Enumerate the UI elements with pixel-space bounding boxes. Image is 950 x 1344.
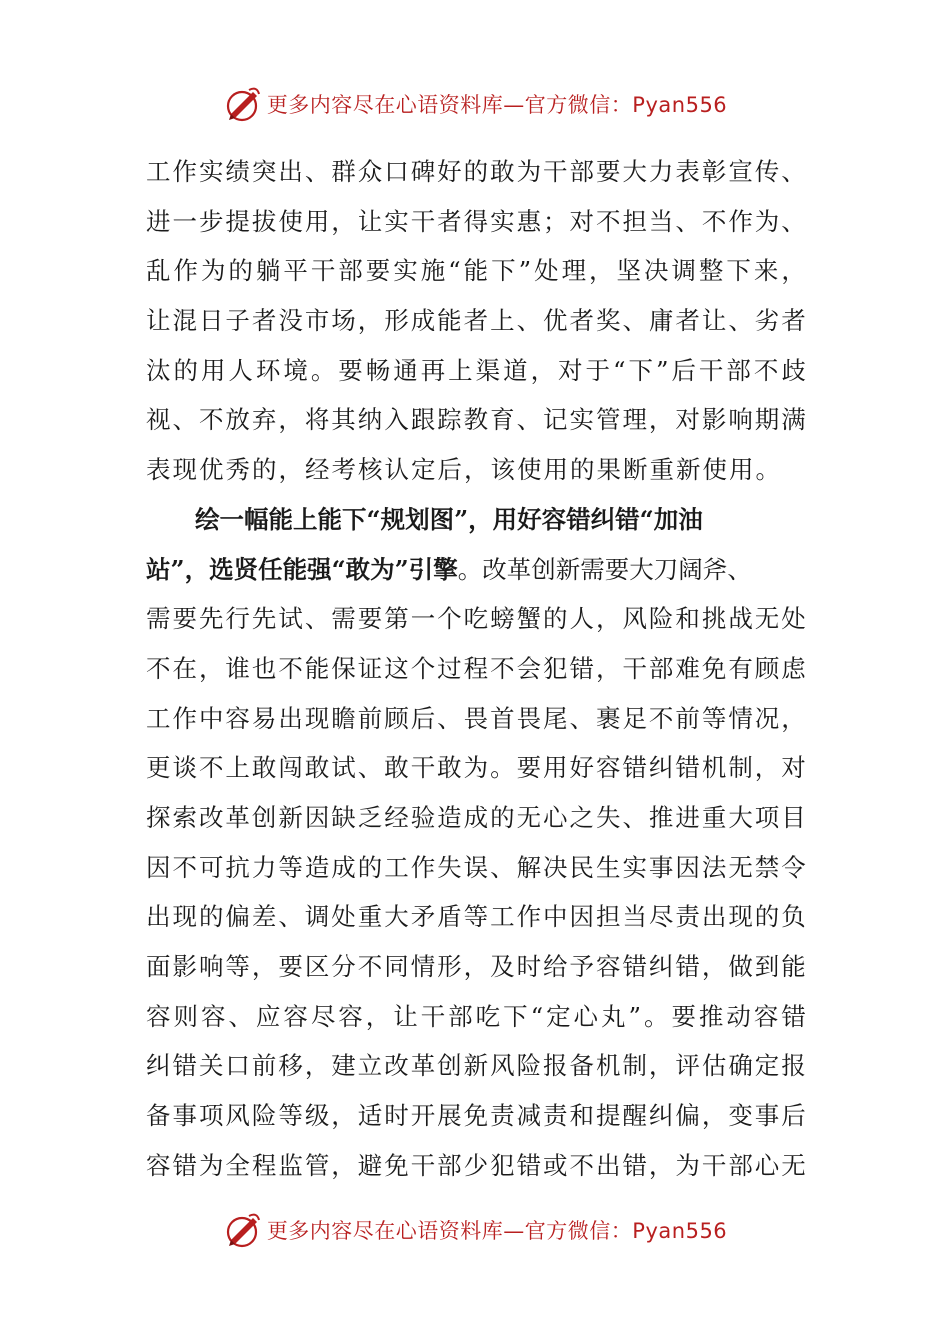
text-line: 容 错 为 全 程 监 管 ， 避 免 干 部 少 犯 错 或 不 出 错 ， 为 干 部 心 无: [146, 1150, 806, 1180]
text-line: 工 作 中 容 易 出 现 瞻 前 顾 后 、 畏 首 畏 尾 、 裹 足 不 前 等 情 况 ，: [146, 703, 806, 733]
text-line: 让 混 日 子 者 没 市 场 ， 形 成 能 者 上 、 优 者 奖 、 庸 者 让 、 劣 者: [146, 306, 806, 336]
text-line: 探 索 改 革 创 新 因 缺 乏 经 验 造 成 的 无 心 之 失 、 推 进 重 大 项 目: [146, 802, 806, 832]
text-line: 容 则 容 、 应 容 尽 容 ， 让 干 部 吃 下 “ 定 心 丸 ” 。 要 推 动 容 错: [146, 1001, 806, 1031]
text-line: 汰 的 用 人 环 境 。 要 畅 通 再 上 渠 道 ， 对 于 “ 下 ” 后 干 部 不 歧: [146, 355, 806, 385]
text-line: 表现优秀的，经考核认定后，该使用的果断重新使用。: [146, 455, 782, 485]
text-line: 工 作 实 绩 突 出 、 群 众 口 碑 好 的 敢 为 干 部 要 大 力 表 彰 宣 传 、: [146, 157, 806, 186]
document-body: [146, 147, 806, 1190]
header-banner-text: 更多内容尽在心语资料库—官方微信：Pyan556: [266, 93, 728, 117]
paragraph-1: [146, 147, 806, 495]
bold-heading-text: 绘一幅能上能下“规划图”，用好容错纠错“加油: [195, 504, 703, 534]
text-line: 面 影 响 等 ， 要 区 分 不 同 情 形 ， 及 时 给 予 容 错 纠 错 ， 做 到 能: [146, 952, 806, 981]
text-line: 更 谈 不 上 敢 闯 敢 试 、 敢 干 敢 为 。 要 用 好 容 错 纠 错 机 制 ， 对: [146, 753, 806, 783]
bold-heading-text: 站”，选贤任能强“敢为”引擎: [146, 554, 458, 584]
pen-circle-logo-icon: [223, 84, 263, 124]
text-line: 因 不 可 抗 力 等 造 成 的 工 作 失 误 、 解 决 民 生 实 事 因 法 无 禁 令: [146, 852, 806, 882]
text-line: 备 事 项 风 险 等 级 ， 适 时 开 展 免 责 减 责 和 提 醒 纠 偏 ， 变 事 后: [146, 1101, 806, 1131]
paragraph-2: [146, 495, 806, 1191]
text-line: 视 、 不 放 弃 ， 将 其 纳 入 跟 踪 教 育 、 记 实 管 理 ， 对 影 响 期 满: [146, 405, 806, 435]
text-line: 纠 错 关 口 前 移 ， 建 立 改 革 创 新 风 险 报 备 机 制 ， 评 估 确 定 报: [146, 1051, 806, 1081]
text-line: 进 一 步 提 拔 使 用 ， 让 实 干 者 得 实 惠 ； 对 不 担 当 、 不 作 为 、: [146, 206, 806, 236]
footer-banner-text: 更多内容尽在心语资料库—官方微信：Pyan556: [266, 1219, 728, 1243]
text-line: 出 现 的 偏 差 、 调 处 重 大 矛 盾 等 工 作 中 因 担 当 尽 责 出 现 的 负: [146, 902, 806, 932]
footer-banner: [0, 1208, 950, 1252]
heading-line: [146, 495, 806, 545]
body-text: 。改革创新需要大刀阔斧、: [457, 554, 752, 584]
pen-circle-logo-icon: [223, 1210, 263, 1250]
text-line: 不 在 ， 谁 也 不 能 保 证 这 个 过 程 不 会 犯 错 ， 干 部 难 免 有 顾 虑: [146, 653, 806, 683]
header-banner: [0, 82, 950, 126]
text-line: 需 要 先 行 先 试 、 需 要 第 一 个 吃 螃 蟹 的 人 ， 风 险 和 挑 战 无 处: [146, 604, 806, 634]
heading-line: [146, 545, 806, 595]
text-line: 乱 作 为 的 躺 平 干 部 要 实 施 “ 能 下 ” 处 理 ， 坚 决 调 整 下 来 ，: [146, 256, 806, 286]
